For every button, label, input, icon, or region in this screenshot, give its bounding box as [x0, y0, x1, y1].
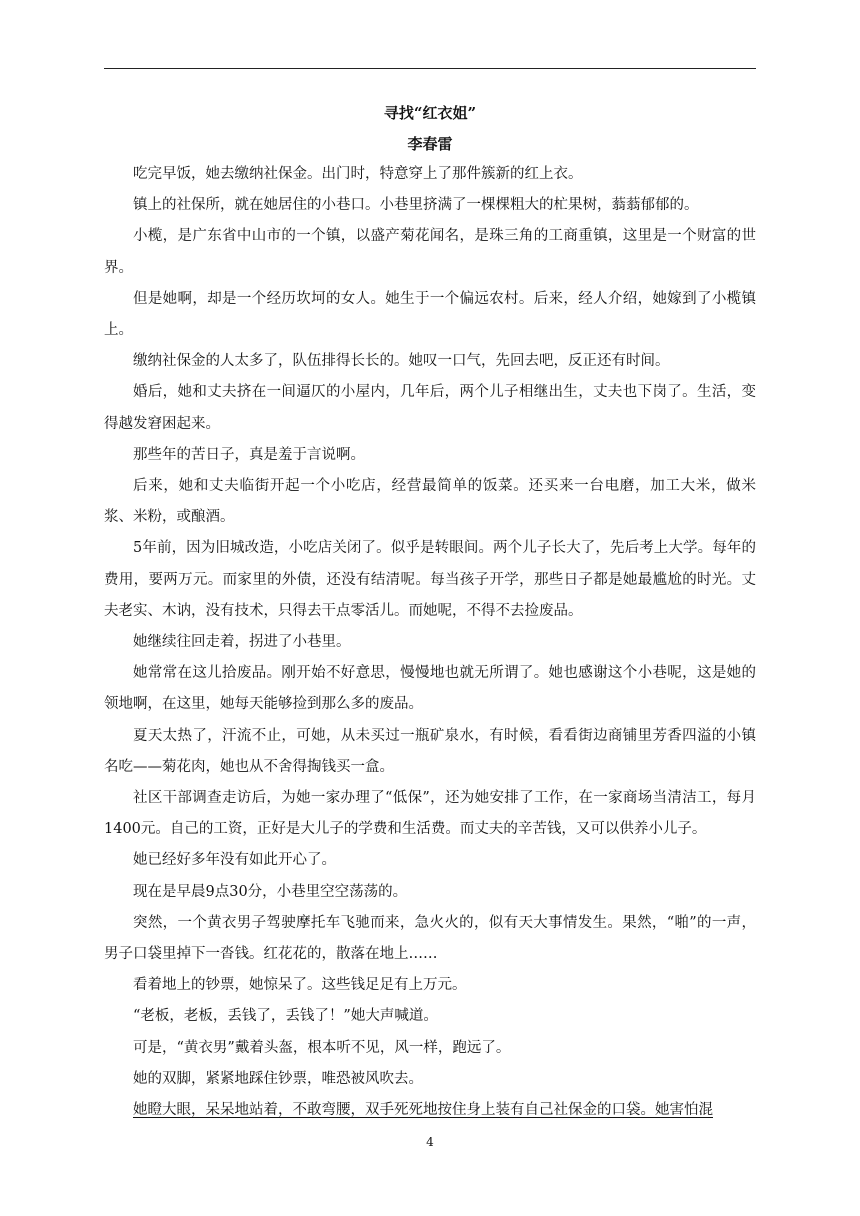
paragraph: 缴纳社保金的人太多了，队伍排得长长的。她叹一口气，先回去吧，反正还有时间。 [133, 353, 670, 370]
underlined-paragraph: 她瞪大眼，呆呆地站着，不敢弯腰，双手死死地按住身上装有自己社保金的口袋。她害怕混 [133, 1102, 713, 1119]
paragraph: 可是，“黄衣男”戴着头盔，根本听不见，风一样，跑远了。 [133, 1039, 511, 1056]
paragraph: 小榄，是广东省中山市的一个镇，以盛产菊花闻名，是珠三角的工商重镇，这里是一个财富的世界。 [104, 228, 756, 276]
paragraph: 她继续往回走着，拐进了小巷里。 [133, 634, 351, 651]
paragraph: 突然，一个黄衣男子驾驶摩托车飞驰而来，急火火的，似有天大事情发生。果然，“啪”的一声，男子口袋里掉下一沓钱。红花花的，散落在地上…… [104, 914, 756, 963]
article-author: 李春雷 [407, 135, 453, 153]
page-number: 4 [426, 1135, 434, 1149]
paragraph: 5年前，因为旧城改造，小吃店关闭了。似乎是转眼间。两个儿子长大了，先后考上大学。每年的费用，要两万元。而家里的外债，还没有结清呢。每当孩子开学，那些日子都是她最尴尬的时光。丈夫老实、木讷，没有技术，只得去干点零活儿。而她呢，不得不去捡废品。 [104, 540, 756, 619]
paragraph: 社区干部调查走访后，为她一家办理了“低保”，还为她安排了工作，在一家商场当清洁工，每月1400元。自己的工资，正好是大儿子的学费和生活费。而丈夫的辛苦钱，又可以供养小儿子。 [104, 790, 756, 838]
paragraph: 夏天太热了，汗流不止，可她，从未买过一瓶矿泉水，有时候，看看街边商铺里芳香四溢的小镇名吃——菊花肉，她也从不舍得掏钱买一盒。 [104, 727, 756, 775]
paragraph: 现在是早晨9点30分，小巷里空空荡荡的。 [133, 883, 408, 900]
paragraph: 镇上的社保所，就在她居住的小巷口。小巷里挤满了一棵棵粗大的杧果树，蓊蓊郁郁的。 [133, 197, 699, 214]
header-rule [104, 68, 756, 69]
article-title: 寻找“红衣姐” [383, 104, 477, 122]
paragraph: 但是她啊，却是一个经历坎坷的女人。她生于一个偏远农村。后来，经人介绍，她嫁到了小榄镇上。 [104, 290, 756, 339]
paragraph: 她的双脚，紧紧地踩住钞票，唯恐被风吹去。 [133, 1070, 423, 1087]
paragraph: “老板，老板，丢钱了，丢钱了！”她大声喊道。 [133, 1008, 438, 1025]
paragraph: 那些年的苦日子，真是羞于言说啊。 [133, 446, 365, 463]
paragraph: 吃完早饭，她去缴纳社保金。出门时，特意穿上了那件簇新的红上衣。 [133, 166, 583, 182]
paragraph: 后来，她和丈夫临街开起一个小吃店，经营最简单的饭菜。还买来一台电磨，加工大米，做米浆、米粉，或酿酒。 [104, 478, 756, 526]
article-body [104, 97, 756, 1126]
paragraph: 她已经好多年没有如此开心了。 [133, 852, 336, 869]
paragraph: 婚后，她和丈夫挤在一间逼仄的小屋内，几年后，两个儿子相继出生，丈夫也下岗了。生活，变得越发窘困起来。 [104, 384, 756, 432]
paragraph: 看着地上的钞票，她惊呆了。这些钱足足有上万元。 [133, 977, 467, 994]
paragraph: 她常常在这儿拾废品。刚开始不好意思，慢慢地也就无所谓了。她也感谢这个小巷呢，这是她的领地啊，在这里，她每天能够捡到那么多的废品。 [104, 665, 756, 713]
